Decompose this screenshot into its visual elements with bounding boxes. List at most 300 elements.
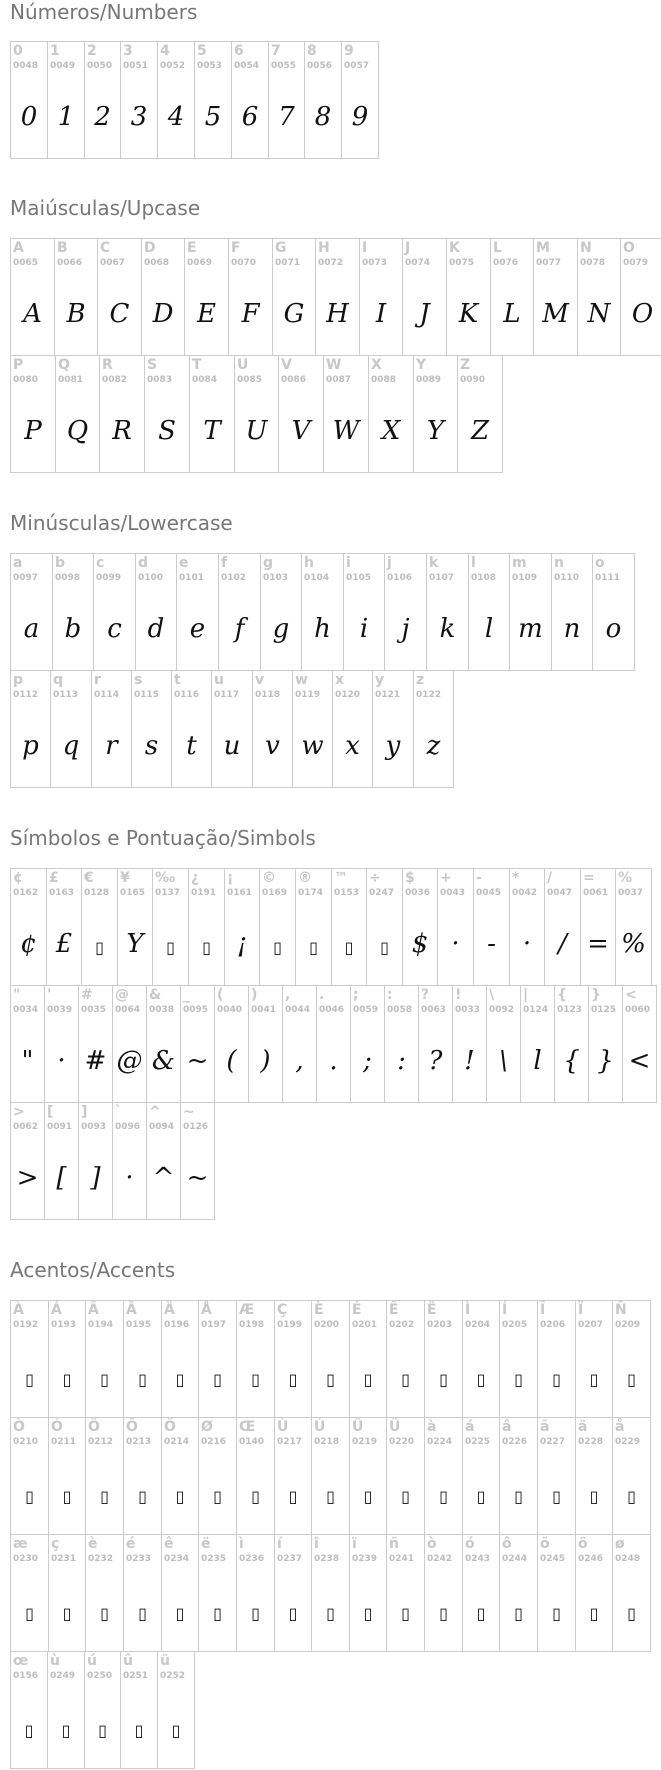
- glyph-cell: [78, 985, 113, 1103]
- glyph-sample: p: [22, 731, 39, 761]
- glyph-code-label: 0085: [237, 375, 263, 385]
- glyph-code-label: 0120: [335, 690, 361, 700]
- glyph-sample: ?: [428, 1046, 443, 1076]
- glyph-sample: ·: [451, 929, 460, 959]
- section-title-0: Números/Numbers: [10, 0, 198, 24]
- glyph-sample: }: [597, 1046, 614, 1076]
- glyph-char-label: z: [416, 672, 425, 688]
- glyph-cell: [612, 1417, 651, 1535]
- glyph-code-label: 0045: [476, 888, 502, 898]
- glyph-code-label: 0101: [179, 573, 205, 583]
- glyph-cell: [575, 1300, 613, 1418]
- glyph-char-label: ': [47, 987, 52, 1003]
- glyph-char-label: ": [13, 987, 21, 1003]
- glyph-char-label: Ê: [389, 1302, 399, 1318]
- glyph-cell: [402, 238, 447, 356]
- glyph-cell: [252, 670, 293, 788]
- glyph-cell: [612, 1300, 651, 1418]
- glyph-code-label: 0109: [512, 573, 538, 583]
- glyph-code-label: 0250: [87, 1671, 113, 1681]
- glyph-char-label: \: [489, 987, 495, 1003]
- glyph-char-label: å: [615, 1419, 625, 1435]
- glyph-char-label: £: [49, 870, 59, 886]
- glyph-code-label: 0126: [183, 1122, 209, 1132]
- glyph-char-label: ö: [578, 1536, 588, 1552]
- glyph-char-label: D: [144, 240, 156, 256]
- glyph-char-label: F: [231, 240, 241, 256]
- glyph-sample: (: [226, 1046, 237, 1076]
- glyph-code-label: 0036: [405, 888, 431, 898]
- glyph-code-label: 0251: [123, 1671, 149, 1681]
- glyph-char-label: I: [362, 240, 368, 256]
- glyph-sample: ·: [57, 1046, 66, 1076]
- glyph-char-label: %: [618, 870, 633, 886]
- glyph-code-label: 0234: [164, 1554, 190, 1564]
- glyph-sample: ): [260, 1046, 271, 1076]
- glyph-sample: <: [628, 1046, 651, 1076]
- glyph-sample: Z: [470, 416, 490, 446]
- glyph-char-label: v: [255, 672, 265, 688]
- glyph-char-label: Ã: [126, 1302, 137, 1318]
- glyph-code-label: 0216: [201, 1437, 227, 1447]
- glyph-char-label: ó: [465, 1536, 475, 1552]
- missing-glyph-box: ▯: [25, 1370, 34, 1389]
- glyph-char-label: -: [476, 870, 482, 886]
- missing-glyph-box: ▯: [439, 1487, 448, 1506]
- glyph-sample: ": [21, 1046, 34, 1076]
- glyph-code-label: 0128: [84, 888, 110, 898]
- glyph-cell: [211, 670, 253, 788]
- glyph-cell: [44, 1102, 79, 1220]
- glyph-code-label: 0079: [623, 258, 649, 268]
- glyph-char-label: œ: [13, 1653, 29, 1669]
- glyph-char-label: W: [326, 357, 342, 373]
- glyph-code-label: 0174: [298, 888, 324, 898]
- glyph-sample: ,: [295, 1046, 304, 1076]
- glyph-code-label: 0084: [192, 375, 218, 385]
- glyph-cell: [268, 41, 305, 159]
- glyph-code-label: 0156: [13, 1671, 39, 1681]
- glyph-char-label: Œ: [239, 1419, 256, 1435]
- glyph-cell: [10, 1651, 48, 1769]
- glyph-char-label: Ü: [389, 1419, 401, 1435]
- glyph-char-label: è: [88, 1536, 98, 1552]
- glyph-code-label: 0078: [580, 258, 606, 268]
- glyph-code-label: 0112: [13, 690, 39, 700]
- missing-glyph-box: ▯: [213, 1370, 222, 1389]
- glyph-cell: [311, 1300, 350, 1418]
- glyph-cell: [194, 41, 232, 159]
- glyph-code-label: 0217: [277, 1437, 303, 1447]
- glyph-sample: ^: [152, 1163, 175, 1193]
- glyph-sample: o: [605, 614, 622, 644]
- glyph-cell: [84, 1651, 121, 1769]
- glyph-code-label: 0083: [147, 375, 173, 385]
- missing-glyph-box: ▯: [100, 1487, 109, 1506]
- glyph-char-label: t: [174, 672, 181, 688]
- glyph-code-label: 0043: [440, 888, 466, 898]
- glyph-code-label: 0125: [591, 1005, 617, 1015]
- glyph-cell: [554, 985, 589, 1103]
- glyph-cell: [157, 41, 195, 159]
- glyph-code-label: 0246: [578, 1554, 604, 1564]
- glyph-char-label: a: [13, 555, 23, 571]
- glyph-sample: C: [109, 299, 130, 329]
- glyph-char-label: ^: [149, 1104, 161, 1120]
- missing-glyph-box: ▯: [476, 1487, 486, 1506]
- glyph-cell: [144, 355, 190, 473]
- glyph-code-label: 0220: [389, 1437, 415, 1447]
- glyph-char-label: ?: [421, 987, 430, 1003]
- glyph-char-label: 3: [123, 43, 133, 59]
- glyph-sample: !: [464, 1046, 475, 1076]
- glyph-sample: w: [301, 731, 324, 761]
- glyph-char-label: $: [405, 870, 415, 886]
- glyph-sample: 3: [130, 102, 148, 132]
- glyph-code-label: 0229: [615, 1437, 641, 1447]
- glyph-char-label: r: [94, 672, 101, 688]
- glyph-sample: f: [234, 614, 245, 644]
- glyph-char-label: Q: [58, 357, 70, 373]
- missing-glyph-box: ▯: [213, 1487, 222, 1506]
- glyph-sample: k: [439, 614, 456, 644]
- glyph-cell: [620, 238, 661, 356]
- glyph-code-label: 0076: [493, 258, 519, 268]
- glyph-code-label: 0035: [81, 1005, 107, 1015]
- glyph-char-label: ù: [50, 1653, 60, 1669]
- glyph-char-label: `: [115, 1104, 122, 1120]
- glyph-sample: >: [16, 1163, 39, 1193]
- glyph-char-label: ®: [298, 870, 312, 886]
- glyph-char-label: ‰: [155, 870, 176, 886]
- glyph-sample: t: [186, 731, 197, 761]
- glyph-cell: [10, 238, 55, 356]
- glyph-char-label: x: [335, 672, 345, 688]
- glyph-char-label: p: [13, 672, 24, 688]
- glyph-cell: [231, 41, 269, 159]
- glyph-code-label: 0203: [427, 1320, 453, 1330]
- glyph-code-label: 0042: [512, 888, 538, 898]
- glyph-sample: 2: [94, 102, 111, 132]
- glyph-cell: [48, 1300, 86, 1418]
- glyph-code-label: 0039: [47, 1005, 73, 1015]
- glyph-sample: ~: [186, 1163, 209, 1193]
- glyph-char-label: 1: [50, 43, 60, 59]
- glyph-code-label: 0059: [353, 1005, 379, 1015]
- glyph-cell: [224, 868, 260, 986]
- glyph-code-label: 0081: [58, 375, 84, 385]
- glyph-code-label: 0089: [416, 375, 442, 385]
- glyph-cell: [490, 238, 534, 356]
- glyph-code-label: 0091: [47, 1122, 73, 1132]
- glyph-sample: 9: [351, 102, 369, 132]
- glyph-char-label: G: [275, 240, 287, 256]
- glyph-cell: [316, 985, 351, 1103]
- missing-glyph-box: ▯: [627, 1487, 636, 1506]
- missing-glyph-box: ▯: [401, 1370, 410, 1389]
- glyph-cell: [189, 355, 235, 473]
- glyph-char-label: b: [55, 555, 66, 571]
- glyph-char-label: Ø: [201, 1419, 213, 1435]
- glyph-char-label: Ú: [314, 1419, 326, 1435]
- glyph-cell: [146, 1102, 181, 1220]
- glyph-char-label: k: [429, 555, 439, 571]
- glyph-code-label: 0096: [115, 1122, 141, 1132]
- missing-glyph-box: ▯: [288, 1370, 298, 1389]
- glyph-code-label: 0162: [13, 888, 39, 898]
- glyph-code-label: 0243: [465, 1554, 491, 1564]
- glyph-char-label: Ó: [51, 1419, 63, 1435]
- glyph-char-label: l: [471, 555, 476, 571]
- glyph-char-label: ï: [352, 1536, 357, 1552]
- glyph-code-label: 0252: [160, 1671, 186, 1681]
- glyph-code-label: 0074: [405, 258, 431, 268]
- glyph-sample: O: [631, 299, 654, 329]
- glyph-code-label: 0092: [489, 1005, 515, 1015]
- glyph-sample: K: [458, 299, 479, 329]
- glyph-code-label: 0202: [389, 1320, 415, 1330]
- glyph-code-label: 0232: [88, 1554, 114, 1564]
- glyph-char-label: o: [595, 555, 605, 571]
- glyph-code-label: 0034: [13, 1005, 39, 1015]
- glyph-cell: [331, 868, 367, 986]
- glyph-cell: [10, 41, 48, 159]
- glyph-code-label: 0055: [271, 61, 297, 71]
- glyph-cell: [292, 670, 333, 788]
- glyph-code-label: 0106: [387, 573, 413, 583]
- glyph-sample: \: [499, 1046, 508, 1076]
- glyph-code-label: 0037: [618, 888, 644, 898]
- glyph-char-label: Å: [201, 1302, 212, 1318]
- glyph-char-label: s: [134, 672, 143, 688]
- glyph-char-label: u: [214, 672, 224, 688]
- glyph-char-label: ¥: [120, 870, 130, 886]
- glyph-cell: [462, 1534, 500, 1652]
- glyph-cell: [462, 1300, 500, 1418]
- glyph-char-label: !: [455, 987, 462, 1003]
- glyph-cell: [462, 1417, 500, 1535]
- section-title-3: Símbolos e Pontuação/Simbols: [10, 826, 316, 850]
- glyph-sample: q: [62, 731, 80, 761]
- glyph-code-label: 0122: [416, 690, 442, 700]
- glyph-sample: H: [326, 299, 349, 329]
- missing-glyph-box: ▯: [62, 1370, 72, 1389]
- glyph-code-label: 0093: [81, 1122, 107, 1132]
- glyph-cell: [413, 355, 458, 473]
- glyph-cell: [372, 670, 414, 788]
- glyph-sample: B: [66, 299, 86, 329]
- glyph-sample: £: [55, 929, 73, 959]
- glyph-cell: [161, 1417, 199, 1535]
- glyph-cell: [343, 553, 385, 671]
- glyph-cell: [123, 1417, 162, 1535]
- glyph-sample: .: [329, 1046, 338, 1076]
- missing-glyph-box: ▯: [175, 1370, 185, 1389]
- glyph-code-label: 0200: [314, 1320, 340, 1330]
- glyph-sample: Q: [66, 416, 89, 446]
- glyph-cell: [97, 238, 142, 356]
- glyph-char-label: U: [237, 357, 249, 373]
- glyph-cell: [234, 355, 279, 473]
- glyph-cell: [171, 670, 212, 788]
- glyph-cell: [131, 670, 172, 788]
- glyph-sample: :: [397, 1046, 406, 1076]
- glyph-char-label: Ñ: [615, 1302, 627, 1318]
- glyph-cell: [214, 985, 249, 1103]
- glyph-char-label: A: [13, 240, 24, 256]
- glyph-code-label: 0065: [13, 258, 39, 268]
- glyph-sample: l: [533, 1046, 542, 1076]
- glyph-cell: [359, 238, 403, 356]
- glyph-cell: [588, 985, 623, 1103]
- glyph-cell: [184, 238, 229, 356]
- glyph-char-label: ø: [615, 1536, 625, 1552]
- glyph-code-label: 0241: [389, 1554, 415, 1564]
- glyph-cell: [349, 1300, 387, 1418]
- glyph-cell: [341, 41, 379, 159]
- glyph-cell: [46, 868, 82, 986]
- glyph-sample: y: [385, 731, 401, 761]
- glyph-sample: x: [345, 731, 360, 761]
- glyph-cell: [248, 985, 283, 1103]
- glyph-code-label: 0207: [578, 1320, 604, 1330]
- glyph-code-label: 0071: [275, 258, 301, 268]
- glyph-code-label: 0063: [421, 1005, 447, 1015]
- glyph-cell: [509, 868, 545, 986]
- missing-glyph-box: ▯: [552, 1487, 561, 1506]
- glyph-char-label: h: [304, 555, 314, 571]
- missing-glyph-box: ▯: [589, 1370, 599, 1389]
- glyph-char-label: g: [263, 555, 274, 571]
- glyph-cell: [274, 1300, 312, 1418]
- missing-glyph-box: ▯: [134, 1721, 144, 1740]
- glyph-code-label: 0066: [57, 258, 83, 268]
- glyph-char-label: Ö: [164, 1419, 176, 1435]
- glyph-code-label: 0047: [547, 888, 573, 898]
- glyph-sample: l: [484, 614, 494, 644]
- glyph-char-label: ñ: [389, 1536, 399, 1552]
- glyph-char-label: 4: [160, 43, 170, 59]
- glyph-char-label: /: [547, 870, 553, 886]
- glyph-sample: U: [245, 416, 268, 446]
- glyph-code-label: 0048: [13, 61, 39, 71]
- glyph-sample: ~: [186, 1046, 209, 1076]
- glyph-sample: n: [563, 614, 581, 644]
- missing-glyph-box: ▯: [100, 1370, 109, 1389]
- glyph-code-label: 0053: [197, 61, 223, 71]
- glyph-char-label: 2: [87, 43, 97, 59]
- glyph-code-label: 0214: [164, 1437, 190, 1447]
- glyph-cell: [580, 868, 616, 986]
- glyph-sample: S: [158, 416, 176, 446]
- glyph-code-label: 0090: [460, 375, 486, 385]
- glyph-sample: R: [112, 416, 132, 446]
- glyph-code-label: 0140: [239, 1437, 265, 1447]
- glyph-char-label: ]: [81, 1104, 88, 1120]
- glyph-sample: 1: [57, 102, 75, 132]
- glyph-cell: [112, 985, 147, 1103]
- missing-glyph-box: ▯: [476, 1604, 486, 1623]
- glyph-code-label: 0227: [540, 1437, 566, 1447]
- glyph-sample: V: [291, 416, 311, 446]
- glyph-cell: [384, 553, 427, 671]
- glyph-cell: [117, 868, 153, 986]
- glyph-code-label: 0239: [352, 1554, 378, 1564]
- glyph-code-label: 0249: [50, 1671, 76, 1681]
- glyph-cell: [468, 553, 510, 671]
- glyph-code-label: 0046: [319, 1005, 345, 1015]
- glyph-char-label: ì: [239, 1536, 244, 1552]
- glyph-sample: 4: [167, 102, 185, 132]
- glyph-char-label: P: [13, 357, 24, 373]
- glyph-char-label: E: [187, 240, 197, 256]
- glyph-cell: [509, 553, 552, 671]
- glyph-code-label: 0100: [138, 573, 164, 583]
- glyph-char-label: ;: [353, 987, 359, 1003]
- glyph-sample: u: [223, 731, 241, 761]
- glyph-code-label: 0094: [149, 1122, 175, 1132]
- glyph-cell: [180, 1102, 215, 1220]
- glyph-cell: [47, 1651, 85, 1769]
- glyph-cell: [198, 1417, 237, 1535]
- glyph-cell: [282, 985, 317, 1103]
- glyph-cell: [10, 985, 45, 1103]
- glyph-char-label: û: [123, 1653, 133, 1669]
- glyph-code-label: 0248: [615, 1554, 641, 1564]
- glyph-cell: [44, 985, 79, 1103]
- glyph-cell: [386, 1300, 425, 1418]
- glyph-char-label: í: [277, 1536, 282, 1552]
- glyph-char-label: _: [183, 987, 190, 1003]
- glyph-code-label: 0052: [160, 61, 186, 71]
- glyph-char-label: 9: [344, 43, 354, 59]
- glyph-char-label: ¡: [227, 870, 234, 886]
- glyph-char-label: ~: [183, 1104, 195, 1120]
- missing-glyph-box: ▯: [62, 1487, 72, 1506]
- glyph-sample: D: [152, 299, 174, 329]
- glyph-cell: [10, 1300, 49, 1418]
- glyph-cell: [10, 1417, 49, 1535]
- glyph-sample: @: [116, 1046, 143, 1076]
- glyph-char-label: 0: [13, 43, 23, 59]
- glyph-cell: [473, 868, 510, 986]
- glyph-sample: 5: [204, 102, 222, 132]
- glyph-sample: ·: [522, 929, 532, 959]
- glyph-code-label: 0098: [55, 573, 81, 583]
- glyph-char-label: >: [13, 1104, 25, 1120]
- glyph-cell: [52, 553, 94, 671]
- glyph-cell: [10, 670, 51, 788]
- glyph-cell: [123, 1300, 162, 1418]
- missing-glyph-box: ▯: [138, 1370, 147, 1389]
- glyph-cell: [301, 553, 344, 671]
- glyph-code-label: 0212: [88, 1437, 114, 1447]
- glyph-sample: ¡: [236, 929, 248, 959]
- glyph-code-label: 0224: [427, 1437, 453, 1447]
- missing-glyph-box: ▯: [363, 1604, 373, 1623]
- glyph-char-label: ¢: [13, 870, 23, 886]
- glyph-sample: L: [503, 299, 521, 329]
- glyph-code-label: 0113: [53, 690, 79, 700]
- glyph-sample: #: [84, 1046, 107, 1076]
- glyph-code-label: 0193: [51, 1320, 77, 1330]
- glyph-cell: [311, 1534, 350, 1652]
- glyph-code-label: 0061: [583, 888, 609, 898]
- glyph-char-label: Õ: [126, 1419, 138, 1435]
- glyph-sample: P: [24, 416, 42, 446]
- glyph-cell: [146, 985, 181, 1103]
- glyph-cell: [50, 670, 92, 788]
